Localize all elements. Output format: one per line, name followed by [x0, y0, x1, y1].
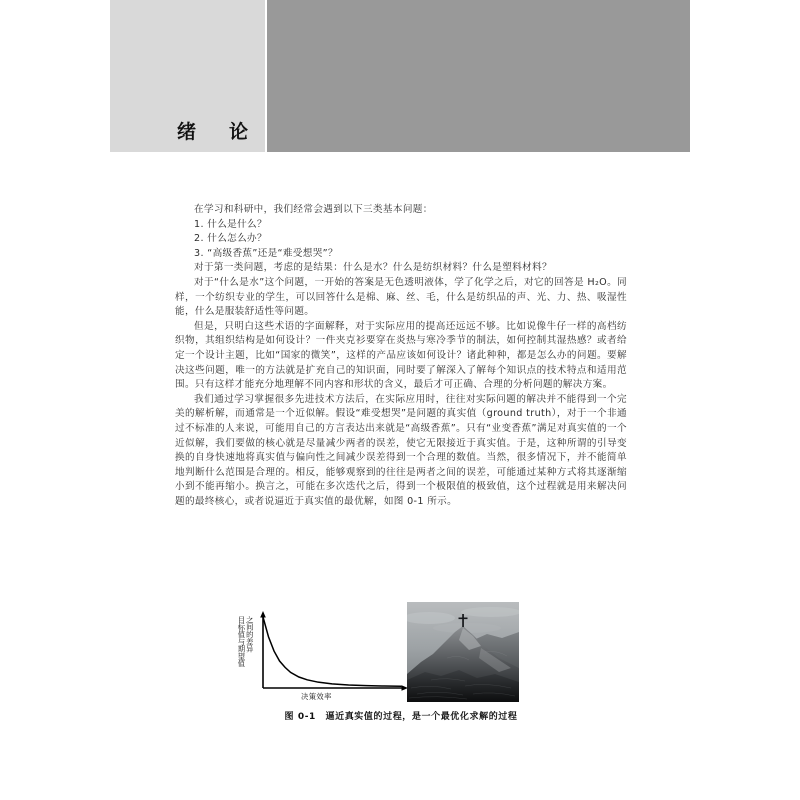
figure-content-row [175, 598, 627, 703]
question-list-item-1: 1. 什么是什么？ [194, 218, 267, 230]
summit-cross-bar [459, 618, 468, 620]
chart-y-axis-label [237, 616, 259, 690]
chart-y-axis-label-line2: 之间的差异 [245, 616, 255, 653]
photo-cloud [461, 607, 519, 617]
header-decorative-block [267, 0, 690, 152]
chart-y-axis-label-line1: 目标值与期望值 [237, 616, 247, 668]
figure-block [175, 598, 627, 722]
summit-cross-post [462, 614, 464, 627]
body-paragraph-4: 我们通过学习掌握很多先进技术方法后，在实际应用时，往往对实际问题的解决并不能得到一个完美的解析解，而通常是一个近似解。假设“难受想哭”是问题的真实值（ground truth），对于一个非通过不标准的人来说，可能用自己的方言表达出来就是“高级香蕉”。只有“业变香蕉”满足对真实值的一个近似解，我们要做的核心就是尽量减少两者的误差，使它无限接近于真实值。于是，这种所谓的引导变换的自身快速地将真实值与偏向性之间减少误差得到一个合理的数值。当然，很多情况下，并不能简单地判断什么范围是合理的。相反，能够观察到的往往是两者之间的误差，可能通过某种方式将其逐渐缩小到不能再缩小。换言之，可能在多次迭代之后，得到一个极限值的极致值，这个过程就是用来解决问题的最终核心，或者说逼近于真实值的最优解，如图 0-1 所示。 [175, 393, 627, 507]
question-list-item-3: 3. “高级香蕉”还是“难受想哭”？ [194, 247, 338, 259]
question-list-item-2: 2. 什么怎么办？ [194, 233, 267, 245]
body-text-column [175, 203, 627, 509]
body-paragraph-1: 对于第一类问题，考虑的是结果：什么是水？什么是纺织材料？什么是塑料材料？ [194, 262, 552, 274]
figure-caption: 图 0-1 逼近真实值的过程，是一个最优化求解的过程 [284, 712, 518, 722]
photo-svg [407, 602, 519, 702]
body-paragraph-3: 但是，只明白这些术语的字面解释，对于实际应用的提高还远远不够。比如说像牛仔一样的高档纺织物，其组织结构是如何设计？一件夹克衫要穿在炎热与寒冷季节的制法，如何控制其湿热感？或者给定一个设计主题，比如“国家的微笑”，这样的产品应该如何设计？诸此种种，都是怎么办的问题。要解决这些问题，唯一的方法就是扩充自己的知识面，同时要了解深入了解每个知识点的技术特点和适用范围。只有这样才能充分地理解不同内容和形状的含义，最后才可正确、合理的分析问题的解决方案。 [175, 320, 627, 391]
chart-decay-curve [263, 617, 401, 686]
page-title: 绪 论 [176, 121, 255, 143]
intro-paragraph: 在学习和科研中，我们经常会遇到以下三类基本问题： [194, 204, 433, 215]
chapter-title-box [110, 0, 265, 152]
mountain-summit-photo [407, 602, 519, 702]
chart-x-axis-label: 决策效率 [301, 692, 332, 701]
body-paragraph-2: 对于“什么是水”这个问题，一开始的答案是无色透明液体，学了化学之后，对它的回答是 H₂O。同样，一个纺织专业的学生，可以回答什么是棉、麻、丝、毛，什么是纺织品的声、光、力、热、吸湿性能，什么是服装舒适性等问题。 [175, 276, 627, 318]
chapter-header-band [110, 0, 690, 152]
decay-curve-chart [215, 608, 410, 700]
